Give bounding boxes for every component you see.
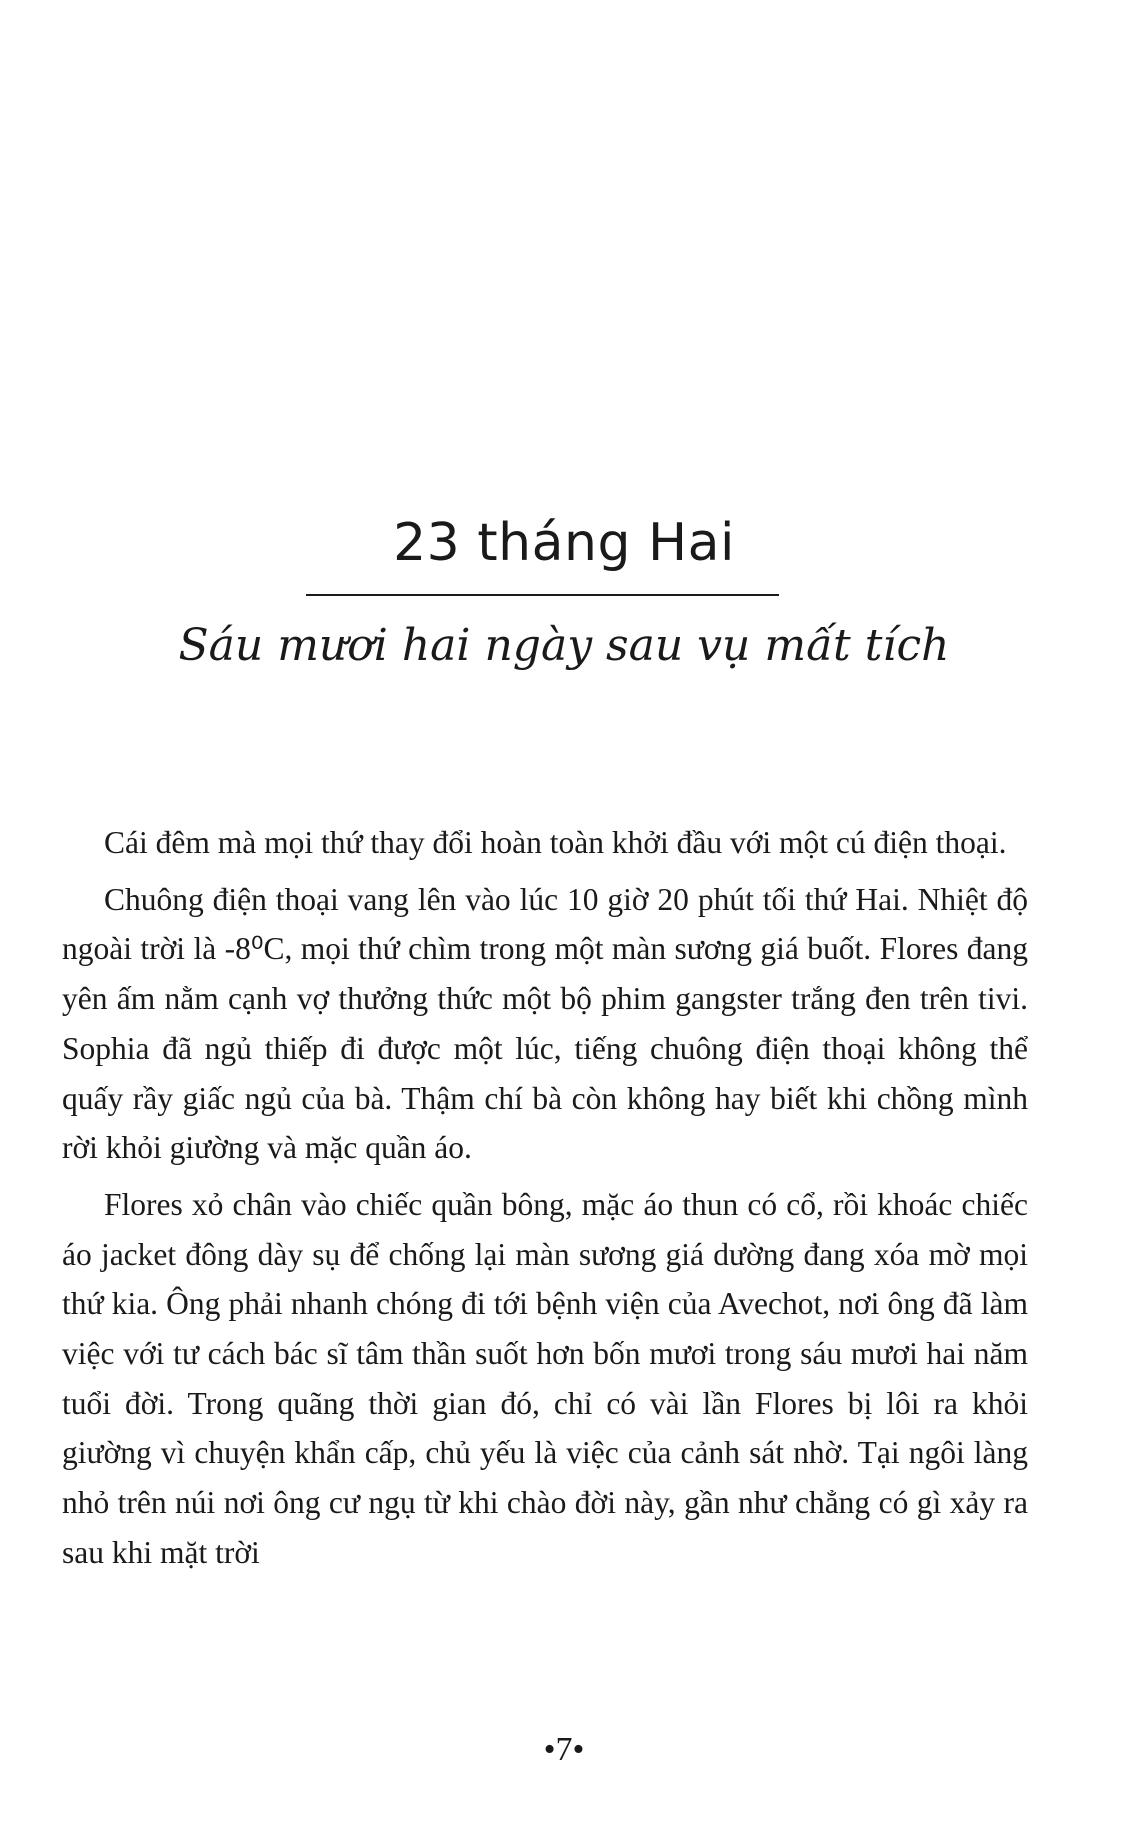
page-number: •7• (543, 1731, 585, 1768)
body-text (62, 818, 1028, 1585)
chapter-subtitle: Sáu mươi hai ngày sau vụ mất tích (178, 620, 950, 671)
paragraph: Flores xỏ chân vào chiếc quần bông, mặc áo thun có cổ, rồi khoác chiếc áo jacket đông dày sụ để chống lại màn sương giá dường đang xóa mờ mọi thứ kia. Ông phải nhanh chóng đi tới bệnh viện của Avechot, nơi ông đã làm việc với tư cách bác sĩ tâm thần suốt hơn bốn mươi trong sáu mươi hai năm tuổi đời. Trong quãng thời gian đó, chỉ có vài lần Flores bị lôi ra khỏi giường vì chuyện khẩn cấp, chủ yếu là việc của cảnh sát nhờ. Tại ngôi làng nhỏ trên núi nơi ông cư ngụ từ khi chào đời này, gần như chẳng có gì xảy ra sau khi mặt trời (62, 1186, 1028, 1570)
heading-rule (306, 594, 779, 596)
chapter-heading: 23 tháng Hai (393, 513, 735, 573)
paragraph: Chuông điện thoại vang lên vào lúc 10 giờ 20 phút tối thứ Hai. Nhiệt độ ngoài trời là -8⁰C, mọi thứ chìm trong một màn sương giá buốt. Flores đang yên ấm nằm cạnh vợ thưởng thức một bộ phim gangster trắng đen trên tivi. Sophia đã ngủ thiếp đi được một lúc, tiếng chuông điện thoại không thể quấy rầy giấc ngủ của bà. Thậm chí bà còn không hay biết khi chồng mình rời khỏi giường và mặc quần áo. (62, 881, 1028, 1166)
paragraph: Cái đêm mà mọi thứ thay đổi hoàn toàn khởi đầu với một cú điện thoại. (104, 825, 1007, 860)
